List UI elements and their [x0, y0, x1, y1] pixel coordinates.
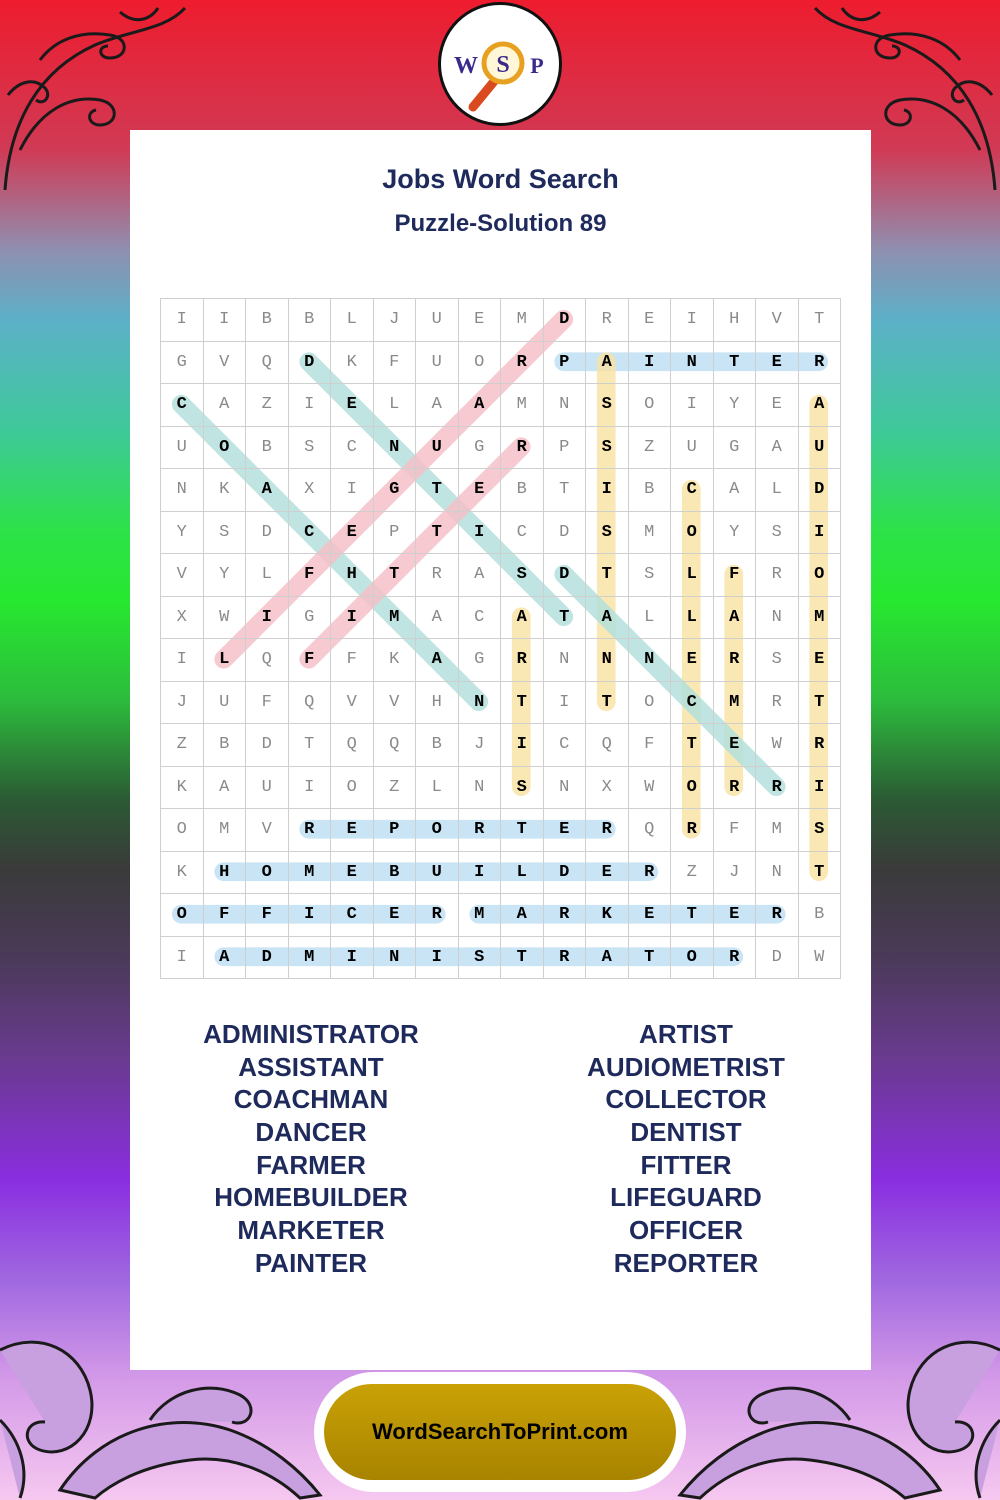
grid-cell[interactable]: O [246, 852, 289, 895]
grid-cell[interactable]: R [671, 809, 714, 852]
grid-cell[interactable]: I [459, 852, 502, 895]
grid-cell[interactable]: T [799, 852, 842, 895]
grid-cell[interactable]: O [416, 809, 459, 852]
grid-cell[interactable]: P [544, 427, 587, 470]
grid-cell[interactable]: C [671, 469, 714, 512]
grid-cell[interactable]: M [501, 299, 544, 342]
grid-cell[interactable]: G [161, 342, 204, 385]
logo-letter-s: S [496, 52, 510, 78]
grid-cell[interactable]: A [416, 384, 459, 427]
grid-cell[interactable]: V [331, 682, 374, 725]
grid-cell[interactable]: R [714, 639, 757, 682]
grid-cell[interactable]: I [629, 342, 672, 385]
grid-cell[interactable]: V [374, 682, 417, 725]
grid-cell[interactable]: L [246, 554, 289, 597]
grid-cell[interactable]: G [714, 427, 757, 470]
grid-cell[interactable]: E [331, 809, 374, 852]
grid-cell[interactable]: X [586, 767, 629, 810]
grid-cell[interactable]: F [246, 894, 289, 937]
grid-cell[interactable]: I [586, 469, 629, 512]
grid-cell[interactable]: A [501, 894, 544, 937]
grid-cell[interactable]: I [799, 767, 842, 810]
grid-cell[interactable]: T [501, 809, 544, 852]
grid-cell[interactable]: T [501, 937, 544, 980]
grid-cell[interactable]: E [629, 299, 672, 342]
grid-cell[interactable]: N [671, 342, 714, 385]
grid-cell[interactable]: J [714, 852, 757, 895]
grid-cell[interactable]: C [289, 512, 332, 555]
grid-cell[interactable]: H [331, 554, 374, 597]
grid-cell[interactable]: R [289, 809, 332, 852]
grid-cell[interactable]: T [586, 554, 629, 597]
grid-cell[interactable]: U [671, 427, 714, 470]
grid-cell[interactable]: B [501, 469, 544, 512]
word-list-item: PAINTER [254, 1247, 368, 1278]
grid-cell[interactable]: M [714, 682, 757, 725]
grid-cell[interactable]: X [161, 597, 204, 640]
grid-cell[interactable]: U [799, 427, 842, 470]
grid-cell[interactable]: A [204, 767, 247, 810]
grid-cell[interactable]: N [459, 767, 502, 810]
grid-cell[interactable]: U [204, 682, 247, 725]
grid-cell[interactable]: V [756, 299, 799, 342]
grid-cell[interactable]: L [671, 554, 714, 597]
grid-cell[interactable]: M [374, 597, 417, 640]
grid-cell[interactable]: E [331, 384, 374, 427]
grid-cell[interactable]: F [629, 724, 672, 767]
grid-cell[interactable]: D [289, 342, 332, 385]
grid-cell[interactable]: R [756, 554, 799, 597]
site-logo[interactable] [438, 2, 562, 126]
word-list-item: COACHMAN [233, 1084, 389, 1115]
grid-cell[interactable]: M [756, 809, 799, 852]
grid-cell[interactable]: B [289, 299, 332, 342]
grid-cell[interactable]: U [416, 427, 459, 470]
grid-cell[interactable]: R [629, 852, 672, 895]
grid-cell[interactable]: R [756, 894, 799, 937]
grid-cell[interactable]: S [289, 427, 332, 470]
grid-cell[interactable]: R [416, 894, 459, 937]
grid-cell[interactable]: L [374, 384, 417, 427]
grid-cell[interactable]: R [544, 894, 587, 937]
grid-cell[interactable]: B [374, 852, 417, 895]
grid-cell[interactable]: L [756, 469, 799, 512]
grid-cell[interactable]: N [756, 852, 799, 895]
grid-cell[interactable]: O [671, 512, 714, 555]
grid-cell[interactable]: O [161, 809, 204, 852]
grid-cell[interactable]: M [799, 597, 842, 640]
grid-cell[interactable]: V [246, 809, 289, 852]
grid-cell[interactable]: O [629, 682, 672, 725]
grid-cell[interactable]: P [544, 342, 587, 385]
grid-cell[interactable]: E [714, 724, 757, 767]
grid-cell[interactable]: T [714, 342, 757, 385]
grid-cell[interactable]: B [629, 469, 672, 512]
grid-cell[interactable]: N [374, 937, 417, 980]
grid-cell[interactable]: T [501, 682, 544, 725]
grid-cell[interactable]: A [416, 639, 459, 682]
grid-cell[interactable]: F [246, 682, 289, 725]
letter-grid [160, 298, 841, 979]
grid-cell[interactable]: F [289, 639, 332, 682]
grid-cell[interactable]: S [586, 427, 629, 470]
grid-cell[interactable]: E [459, 469, 502, 512]
grid-cell[interactable]: A [756, 427, 799, 470]
grid-cell[interactable]: E [756, 342, 799, 385]
grid-cell[interactable]: R [501, 342, 544, 385]
grid-cell[interactable]: T [544, 469, 587, 512]
grid-cell[interactable]: D [544, 852, 587, 895]
grid-cell[interactable]: R [544, 937, 587, 980]
grid-cell[interactable]: E [331, 512, 374, 555]
word-list-item: REPORTER [613, 1247, 759, 1278]
grid-cell[interactable]: W [756, 724, 799, 767]
word-list-item: DANCER [255, 1117, 367, 1148]
grid-cell[interactable]: S [756, 512, 799, 555]
grid-cell[interactable]: R [416, 554, 459, 597]
grid-cell[interactable]: A [246, 469, 289, 512]
grid-cell[interactable]: T [586, 682, 629, 725]
grid-cell[interactable]: D [246, 724, 289, 767]
grid-cell[interactable]: E [374, 894, 417, 937]
word-list-item: ADMINISTRATOR [203, 1019, 419, 1049]
grid-cell[interactable]: L [629, 597, 672, 640]
grid-cell[interactable]: L [204, 639, 247, 682]
grid-cell[interactable]: C [161, 384, 204, 427]
grid-cell[interactable]: Z [246, 384, 289, 427]
grid-cell[interactable]: T [629, 937, 672, 980]
grid-cell[interactable]: I [246, 597, 289, 640]
grid-cell[interactable]: A [204, 384, 247, 427]
grid-cell[interactable]: A [459, 384, 502, 427]
grid-cell[interactable]: W [204, 597, 247, 640]
grid-cell[interactable]: E [799, 639, 842, 682]
grid-cell[interactable]: Y [204, 554, 247, 597]
grid-cell[interactable]: S [501, 767, 544, 810]
grid-cell[interactable]: R [756, 682, 799, 725]
grid-cell[interactable]: A [459, 554, 502, 597]
grid-cell[interactable]: B [246, 299, 289, 342]
grid-cell[interactable]: U [416, 299, 459, 342]
grid-cell[interactable]: A [714, 597, 757, 640]
puzzle-card [130, 130, 871, 1370]
grid-cell[interactable]: A [586, 342, 629, 385]
logo-letter-p: P [530, 53, 544, 78]
grid-cell[interactable]: N [374, 427, 417, 470]
grid-cell[interactable]: A [501, 597, 544, 640]
grid-cell[interactable]: S [799, 809, 842, 852]
site-badge-inner [324, 1384, 676, 1480]
word-search-grid [160, 298, 840, 978]
grid-cell[interactable]: D [544, 554, 587, 597]
grid-cell[interactable]: K [374, 639, 417, 682]
grid-cell[interactable]: Z [161, 724, 204, 767]
word-list-item: FITTER [640, 1149, 732, 1180]
grid-cell[interactable]: S [586, 384, 629, 427]
grid-cell[interactable]: D [246, 512, 289, 555]
grid-cell[interactable]: B [799, 894, 842, 937]
grid-cell[interactable]: D [799, 469, 842, 512]
page-title: Jobs Word Search [382, 164, 619, 194]
grid-cell[interactable]: M [204, 809, 247, 852]
word-list-left [126, 1018, 496, 1280]
grid-cell[interactable]: O [204, 427, 247, 470]
grid-cell[interactable]: C [671, 682, 714, 725]
grid-cell[interactable]: U [161, 427, 204, 470]
grid-cell[interactable]: N [629, 639, 672, 682]
grid-cell[interactable]: E [714, 894, 757, 937]
grid-cell[interactable]: E [756, 384, 799, 427]
grid-cell[interactable]: T [289, 724, 332, 767]
grid-cell[interactable]: X [289, 469, 332, 512]
grid-cell[interactable]: R [586, 809, 629, 852]
grid-cell[interactable]: G [459, 427, 502, 470]
grid-cell[interactable]: Q [331, 724, 374, 767]
grid-cell[interactable]: M [289, 937, 332, 980]
grid-cell[interactable]: R [586, 299, 629, 342]
grid-cell[interactable]: L [501, 852, 544, 895]
grid-cell[interactable]: Z [374, 767, 417, 810]
grid-cell[interactable]: R [501, 427, 544, 470]
grid-cell[interactable]: D [544, 299, 587, 342]
grid-cell[interactable]: I [331, 597, 374, 640]
grid-cell[interactable]: I [416, 937, 459, 980]
grid-cell[interactable]: B [246, 427, 289, 470]
grid-cell[interactable]: A [416, 597, 459, 640]
grid-cell[interactable]: S [459, 937, 502, 980]
grid-cell[interactable]: R [501, 639, 544, 682]
grid-cell[interactable]: I [289, 894, 332, 937]
grid-cell[interactable]: I [331, 469, 374, 512]
grid-cell[interactable]: O [459, 342, 502, 385]
grid-cell[interactable]: I [671, 384, 714, 427]
grid-cell[interactable]: R [459, 809, 502, 852]
grid-cell[interactable]: I [161, 299, 204, 342]
word-list-item: OFFICER [628, 1215, 744, 1246]
grid-cell[interactable]: H [204, 852, 247, 895]
grid-cell[interactable]: A [586, 597, 629, 640]
word-list-item: MARKETER [237, 1215, 385, 1246]
grid-cell[interactable]: Q [374, 724, 417, 767]
word-list-item: AUDIOMETRIST [587, 1051, 785, 1082]
grid-cell[interactable]: S [501, 554, 544, 597]
grid-cell[interactable]: Y [714, 384, 757, 427]
grid-cell[interactable]: S [756, 639, 799, 682]
grid-cell[interactable]: A [799, 384, 842, 427]
grid-cell[interactable]: V [161, 554, 204, 597]
grid-cell[interactable]: I [671, 299, 714, 342]
grid-cell[interactable]: I [161, 639, 204, 682]
grid-cell[interactable]: I [331, 937, 374, 980]
grid-cell[interactable]: G [289, 597, 332, 640]
grid-cell[interactable]: F [714, 809, 757, 852]
grid-cell[interactable]: F [289, 554, 332, 597]
grid-cell[interactable]: S [629, 554, 672, 597]
grid-cell[interactable]: D [756, 937, 799, 980]
grid-cell[interactable]: T [799, 682, 842, 725]
grid-cell[interactable]: K [331, 342, 374, 385]
grid-cell[interactable]: G [459, 639, 502, 682]
grid-cell[interactable]: A [714, 469, 757, 512]
grid-cell[interactable]: F [204, 894, 247, 937]
grid-cell[interactable]: L [671, 597, 714, 640]
grid-cell[interactable]: V [204, 342, 247, 385]
grid-cell[interactable]: D [544, 512, 587, 555]
grid-cell[interactable]: N [544, 767, 587, 810]
grid-cell[interactable]: F [331, 639, 374, 682]
grid-cell[interactable]: O [671, 937, 714, 980]
grid-cell[interactable]: C [501, 512, 544, 555]
grid-cell[interactable]: I [289, 384, 332, 427]
grid-cell[interactable]: I [501, 724, 544, 767]
grid-cell[interactable]: Y [161, 512, 204, 555]
grid-cell[interactable]: R [756, 767, 799, 810]
grid-cell[interactable]: N [459, 682, 502, 725]
grid-cell[interactable]: I [799, 512, 842, 555]
grid-cell[interactable]: Q [246, 342, 289, 385]
grid-cell[interactable]: Y [714, 512, 757, 555]
grid-cell[interactable]: N [586, 639, 629, 682]
grid-cell[interactable]: M [289, 852, 332, 895]
grid-cell[interactable]: T [671, 724, 714, 767]
grid-cell[interactable]: U [416, 852, 459, 895]
grid-cell[interactable]: I [204, 299, 247, 342]
grid-cell[interactable]: I [544, 682, 587, 725]
word-list-item: ASSISTANT [238, 1051, 384, 1082]
word-list-item: DENTIST [630, 1117, 742, 1148]
word-list-item: LIFEGUARD [610, 1182, 762, 1213]
grid-cell[interactable]: E [586, 852, 629, 895]
grid-cell[interactable]: I [459, 512, 502, 555]
grid-cell[interactable]: T [671, 894, 714, 937]
word-list-right [501, 1018, 871, 1280]
logo-letter-w: W [454, 53, 478, 79]
grid-cell[interactable]: N [544, 384, 587, 427]
grid-cell[interactable]: O [629, 384, 672, 427]
grid-cell[interactable]: L [416, 767, 459, 810]
magnifier-icon [441, 5, 559, 123]
grid-cell[interactable]: M [629, 512, 672, 555]
grid-cell[interactable]: E [629, 894, 672, 937]
grid-cell[interactable]: T [799, 299, 842, 342]
grid-cell[interactable]: Z [629, 427, 672, 470]
grid-cell[interactable]: U [416, 342, 459, 385]
grid-cell[interactable]: A [586, 937, 629, 980]
grid-cell[interactable]: E [544, 809, 587, 852]
word-list-item: ARTIST [639, 1019, 733, 1049]
grid-cell[interactable]: C [331, 427, 374, 470]
grid-cell[interactable]: Q [586, 724, 629, 767]
grid-cell[interactable]: R [799, 342, 842, 385]
grid-cell[interactable]: F [374, 342, 417, 385]
grid-cell[interactable]: B [204, 724, 247, 767]
grid-cell[interactable]: L [331, 299, 374, 342]
grid-cell[interactable]: C [331, 894, 374, 937]
grid-cell[interactable]: Z [671, 852, 714, 895]
grid-cell[interactable]: Q [246, 639, 289, 682]
grid-cell[interactable]: E [331, 852, 374, 895]
grid-cell[interactable]: R [714, 937, 757, 980]
grid-cell[interactable]: N [544, 639, 587, 682]
grid-cell[interactable]: K [161, 852, 204, 895]
grid-cell[interactable]: N [756, 597, 799, 640]
grid-cell[interactable]: A [204, 937, 247, 980]
grid-cell[interactable]: K [161, 767, 204, 810]
grid-cell[interactable]: B [416, 724, 459, 767]
grid-cell[interactable]: N [161, 469, 204, 512]
grid-cell[interactable]: W [629, 767, 672, 810]
grid-cell[interactable]: Q [629, 809, 672, 852]
grid-cell[interactable]: M [459, 894, 502, 937]
page-subtitle: Puzzle-Solution 89 [394, 210, 607, 237]
grid-cell[interactable]: O [671, 767, 714, 810]
grid-cell[interactable]: T [416, 512, 459, 555]
grid-cell[interactable]: T [544, 597, 587, 640]
grid-cell[interactable]: S [586, 512, 629, 555]
grid-cell[interactable]: D [246, 937, 289, 980]
grid-cell[interactable]: H [416, 682, 459, 725]
grid-cell[interactable]: Q [289, 682, 332, 725]
word-list-item: COLLECTOR [605, 1084, 767, 1115]
grid-cell[interactable]: O [331, 767, 374, 810]
site-badge[interactable] [314, 1372, 686, 1492]
grid-cell[interactable]: T [416, 469, 459, 512]
grid-cell[interactable]: S [204, 512, 247, 555]
grid-cell[interactable]: T [374, 554, 417, 597]
grid-cell[interactable]: I [161, 937, 204, 980]
grid-cell[interactable]: J [459, 724, 502, 767]
grid-cell[interactable]: H [714, 299, 757, 342]
word-list-item: FARMER [256, 1149, 366, 1180]
grid-cell[interactable]: R [714, 767, 757, 810]
grid-cell[interactable]: P [374, 512, 417, 555]
grid-cell[interactable]: C [459, 597, 502, 640]
grid-cell[interactable]: E [671, 639, 714, 682]
grid-cell[interactable]: K [204, 469, 247, 512]
grid-cell[interactable]: O [799, 554, 842, 597]
grid-cell[interactable]: G [374, 469, 417, 512]
grid-cell[interactable]: U [246, 767, 289, 810]
grid-cell[interactable]: J [161, 682, 204, 725]
grid-cell[interactable]: W [799, 937, 842, 980]
grid-cell[interactable]: M [501, 384, 544, 427]
site-url[interactable]: WordSearchToPrint.com [372, 1419, 628, 1444]
grid-cell[interactable]: I [289, 767, 332, 810]
grid-cell[interactable]: O [161, 894, 204, 937]
grid-cell[interactable]: J [374, 299, 417, 342]
grid-cell[interactable]: F [714, 554, 757, 597]
grid-cell[interactable]: R [799, 724, 842, 767]
grid-cell[interactable]: K [586, 894, 629, 937]
grid-cell[interactable]: E [459, 299, 502, 342]
word-list-item: HOMEBUILDER [214, 1182, 408, 1213]
grid-cell[interactable]: P [374, 809, 417, 852]
grid-cell[interactable]: C [544, 724, 587, 767]
